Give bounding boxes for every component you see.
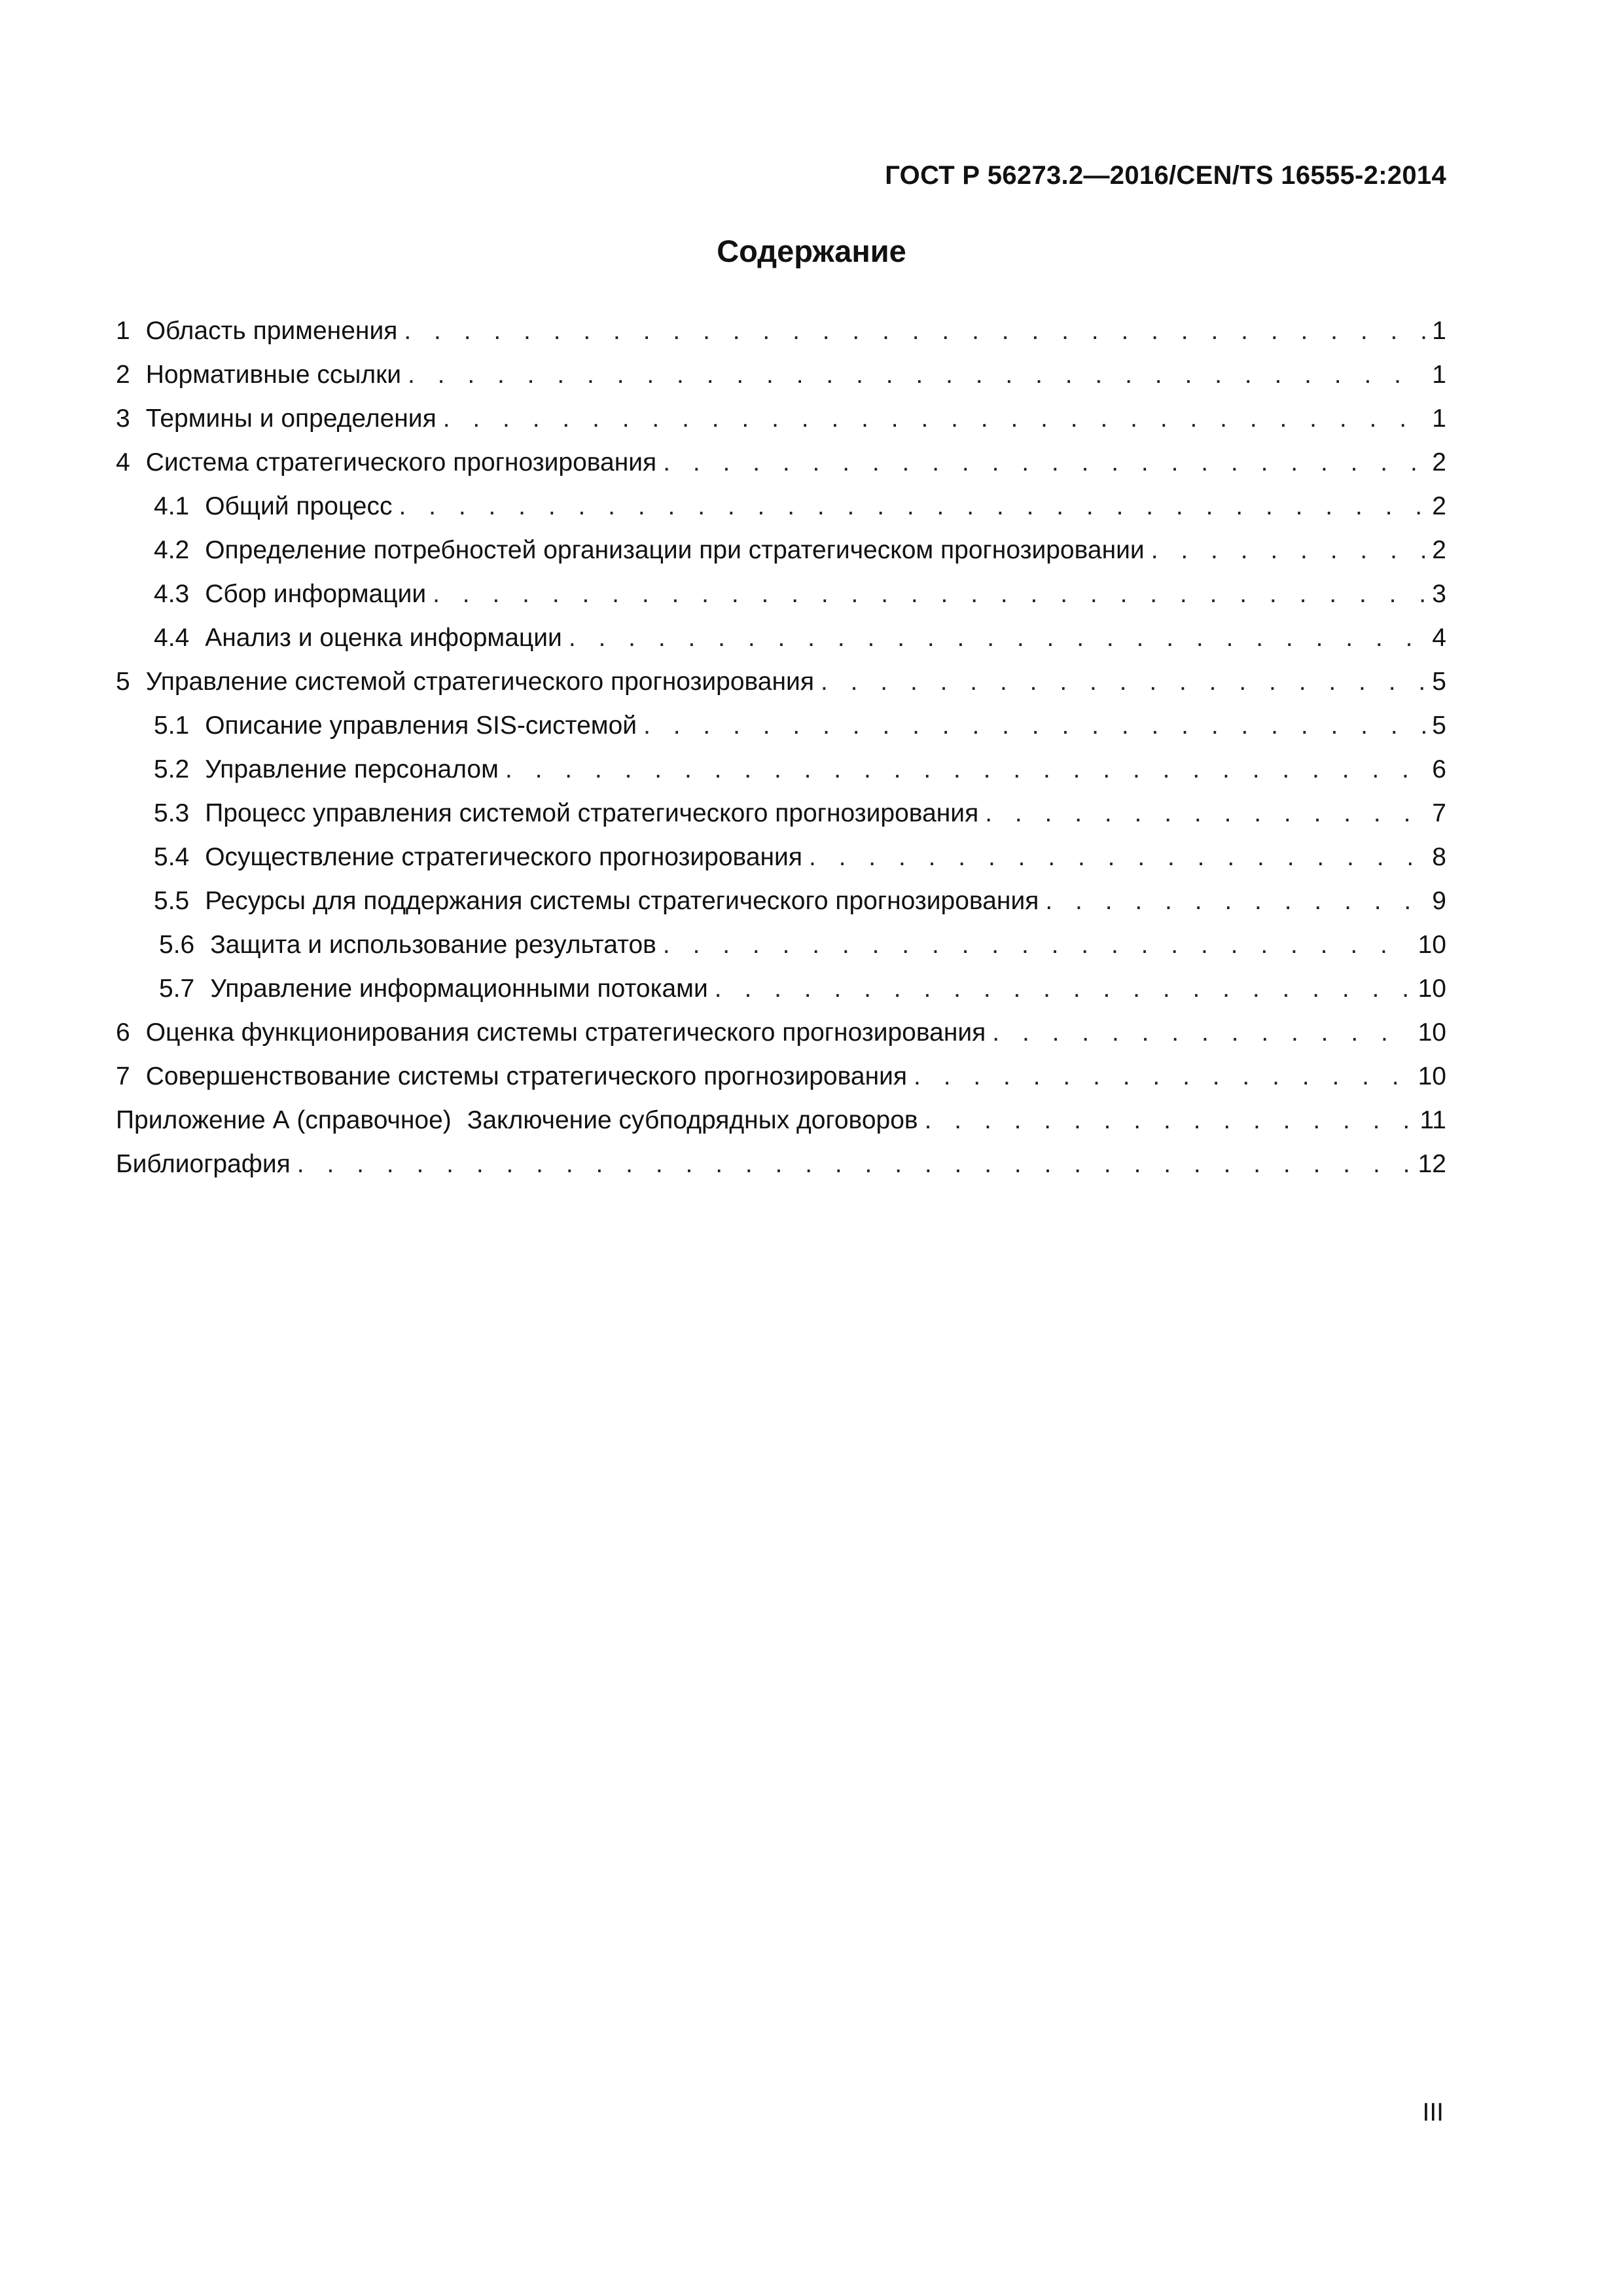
toc-entry-page: 10 xyxy=(1418,931,1446,959)
dot-leader xyxy=(399,484,1425,528)
toc-entry-5[interactable] xyxy=(116,660,1446,704)
toc-entry-title: Анализ и оценка информации xyxy=(205,624,562,652)
dot-leader xyxy=(505,747,1425,791)
toc-entry-page: 8 xyxy=(1432,843,1446,871)
toc-entry-page: 2 xyxy=(1432,492,1446,520)
toc-entry-3[interactable] xyxy=(116,397,1446,440)
toc-entry-title: Защита и использование результатов xyxy=(210,931,656,959)
toc-entry-page: 1 xyxy=(1432,317,1446,345)
dot-leader xyxy=(433,572,1425,616)
toc-entry-4[interactable] xyxy=(116,440,1446,484)
toc-entry-number: 3 xyxy=(116,404,130,433)
toc-entry-number: 4.3 xyxy=(154,580,190,608)
dot-leader xyxy=(443,397,1426,440)
toc-entry-page: 10 xyxy=(1418,1018,1446,1047)
toc-entry-number: 4 xyxy=(116,448,130,476)
dot-leader xyxy=(569,616,1425,660)
dot-leader xyxy=(821,660,1425,704)
toc-entry-title: Система стратегического прогнозирования xyxy=(145,448,657,476)
toc-entry-appendix-a[interactable] xyxy=(116,1098,1446,1142)
toc-entry-title: Библиография xyxy=(116,1150,291,1178)
toc-entry-title: Оценка функционирования системы стратегического прогнозирования xyxy=(145,1018,986,1047)
toc-entry-page: 7 xyxy=(1432,799,1446,827)
toc-entry-number: 5.6 xyxy=(159,931,195,959)
page-number: III xyxy=(1422,2098,1444,2126)
dot-leader xyxy=(663,440,1425,484)
toc-entry-title: Описание управления SIS-системой xyxy=(205,711,637,740)
toc-entry-5-3[interactable] xyxy=(116,791,1446,835)
dot-leader xyxy=(1045,879,1425,923)
toc-entry-title: Нормативные ссылки xyxy=(145,361,401,389)
dot-leader xyxy=(809,835,1425,879)
toc-entry-title: Область применения xyxy=(145,317,398,345)
toc-entry-5-2[interactable] xyxy=(116,747,1446,791)
toc-entry-page: 2 xyxy=(1432,448,1446,476)
toc-entry-title: Термины и определения xyxy=(145,404,437,433)
toc-entry-page: 1 xyxy=(1432,404,1446,433)
toc-entry-number: 4.1 xyxy=(154,492,190,520)
toc-entry-4-3[interactable] xyxy=(116,572,1446,616)
dot-leader xyxy=(715,967,1412,1011)
toc-entry-number: 1 xyxy=(116,317,130,345)
table-of-contents xyxy=(116,309,1446,1186)
toc-entry-bibliography[interactable] xyxy=(116,1142,1446,1186)
dot-leader xyxy=(1151,528,1426,572)
toc-entry-number: 6 xyxy=(116,1018,130,1047)
toc-entry-page: 3 xyxy=(1432,580,1446,608)
toc-entry-title: Общий процесс xyxy=(205,492,393,520)
dot-leader xyxy=(663,923,1412,967)
toc-entry-title: Осуществление стратегического прогнозирования xyxy=(205,843,802,871)
toc-entry-number: 4.2 xyxy=(154,536,190,564)
toc-entry-5-6[interactable] xyxy=(116,923,1446,967)
toc-entry-5-5[interactable] xyxy=(116,879,1446,923)
toc-entry-2[interactable] xyxy=(116,353,1446,397)
toc-entry-title: Определение потребностей организации при стратегическом прогнозировании xyxy=(205,536,1145,564)
toc-entry-page: 2 xyxy=(1432,536,1446,564)
toc-entry-page: 4 xyxy=(1432,624,1446,652)
toc-entry-number: 5.5 xyxy=(154,887,190,915)
dot-leader xyxy=(404,309,1425,353)
toc-entry-number: 4.4 xyxy=(154,624,190,652)
page-title: Содержание xyxy=(717,234,906,268)
toc-entry-page: 5 xyxy=(1432,668,1446,696)
toc-entry-title: Ресурсы для поддержания системы стратегического прогнозирования xyxy=(205,887,1039,915)
toc-entry-7[interactable] xyxy=(116,1054,1446,1098)
toc-entry-number: 2 xyxy=(116,361,130,389)
toc-entry-page: 10 xyxy=(1418,1062,1446,1090)
toc-entry-page: 11 xyxy=(1419,1106,1446,1134)
toc-entry-number: 5.3 xyxy=(154,799,190,827)
toc-entry-number: 5.1 xyxy=(154,711,190,740)
toc-entry-number: Приложение А (справочное) xyxy=(116,1106,452,1134)
toc-entry-title: Совершенствование системы стратегического прогнозирования xyxy=(145,1062,908,1090)
dot-leader xyxy=(992,1011,1411,1054)
toc-entry-title: Управление системой стратегического прогнозирования xyxy=(145,668,814,696)
dot-leader xyxy=(985,791,1425,835)
toc-entry-4-2[interactable] xyxy=(116,528,1446,572)
toc-entry-title: Управление персоналом xyxy=(205,755,499,783)
dot-leader xyxy=(297,1142,1412,1186)
document-standard-code: ГОСТ Р 56273.2—2016/CEN/TS 16555-2:2014 xyxy=(885,161,1446,190)
toc-entry-page: 10 xyxy=(1418,975,1446,1003)
dot-leader xyxy=(643,704,1425,747)
toc-entry-page: 12 xyxy=(1418,1150,1446,1178)
toc-entry-title: Процесс управления системой стратегического прогнозирования xyxy=(205,799,979,827)
toc-entry-4-1[interactable] xyxy=(116,484,1446,528)
dot-leader xyxy=(914,1054,1412,1098)
toc-entry-1[interactable] xyxy=(116,309,1446,353)
toc-entry-number: 5.7 xyxy=(159,975,195,1003)
dot-leader xyxy=(925,1098,1414,1142)
toc-entry-page: 9 xyxy=(1432,887,1446,915)
toc-entry-title: Управление информационными потоками xyxy=(210,975,708,1003)
toc-entry-page: 5 xyxy=(1432,711,1446,740)
toc-entry-number: 5.2 xyxy=(154,755,190,783)
toc-entry-title: Заключение субподрядных договоров xyxy=(467,1106,918,1134)
toc-entry-number: 7 xyxy=(116,1062,130,1090)
toc-entry-4-4[interactable] xyxy=(116,616,1446,660)
toc-entry-number: 5 xyxy=(116,668,130,696)
toc-entry-title: Сбор информации xyxy=(205,580,427,608)
toc-entry-6[interactable] xyxy=(116,1011,1446,1054)
toc-entry-number: 5.4 xyxy=(154,843,190,871)
toc-entry-5-7[interactable] xyxy=(116,967,1446,1011)
toc-entry-page: 1 xyxy=(1432,361,1446,389)
dot-leader xyxy=(408,353,1425,397)
toc-entry-page: 6 xyxy=(1432,755,1446,783)
toc-entry-5-4[interactable] xyxy=(116,835,1446,879)
toc-entry-5-1[interactable] xyxy=(116,704,1446,747)
